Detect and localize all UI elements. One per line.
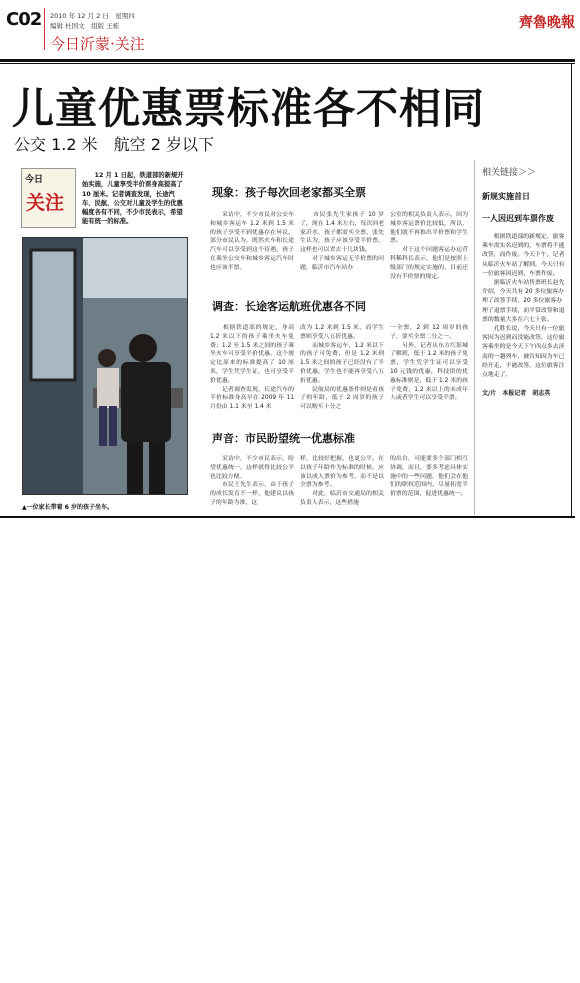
article-column: 样，比较好把握，也更公平。在以孩子年龄作为标准的时候，应该以成人票价为参考，而不是以全票为参考。 对此，临沂市交通局的相关负责人表示，这些措施 xyxy=(300,456,384,506)
article-column: 采访中，不少市民对公交车和城乡客运车 1.2 米到 1.5 米的孩子享受不到优惠存在异议，部分市民认为，既然火车和长途汽车可以享受到这个待遇，孩子在乘坐公交车和城乡客运汽车时也应该半票。 xyxy=(210,212,294,271)
bottom-rule xyxy=(0,516,575,518)
article-column: 根据铁道部的规定，身高 1.2 米以下的孩子乘坐火车免费；1.2 至 1.5 米之间的孩子乘坐火车可享受半价优惠，这个规定比原来的标准提高了 10 厘米，学生凭学生证，也可享受半价优惠。 记者调查发现，长途汽车的半价标准身高早在 2009 年 11 月份由 1.1 米至 1.4 米 xyxy=(210,325,294,411)
header-rule xyxy=(0,59,575,62)
bus-boarding-photo xyxy=(22,237,188,495)
editors-line: 编辑 杜国文 组版 王栋 xyxy=(50,22,120,30)
article-column: 市民张先生家孩子 10 岁了，现在 1.4 米左右，每次回老家沂水，孩子都需买全票，张先生认为，孩子应该享受半价票，这样也可以省去十几块钱。 对于城乡客运无半价票的问题，临沂市汽车站办 xyxy=(300,212,384,271)
badge-bottom-text: 关注 xyxy=(26,192,65,214)
article-column: 一全票，2 到 12 周岁的孩子，要买全票二分之一。 另外，记者从东方红影城了解到，低于 1.2 米的孩子免票，学生凭学生证可以享受 10 元钱的优惠，科技馆的优惠标准则是，低于 1.2 米的孩子免费，1.2 米以上的未成年人或者学生可以享受半票。 xyxy=(390,325,468,402)
sidebar-body: 根据铁道部的新规定，旅客乘车需实名迟到的，车票将不能改签，而作废。今天下午，记者从临沂火车站了解到，今天只有一位旅客因迟到，车票作废。 据临沂火车站售票班长赵先介绍，今天共有 20 多位旅客办理了改签手续，20 多位旅客办理了退票手续，而平常改签和退票的数量大多在六七十张。 孔胜长说，今天只有一位旅客因为迟到而没能改签，这位旅客乘坐的是今天下午四点多去济南的一趟列车，被告知因为车已经开走，不能改签，这位旅客注点地走了。 xyxy=(482,234,565,379)
section-heading-phenomenon: 现象：孩子每次回老家都买全票 xyxy=(212,186,366,199)
newspaper-logo: 齊魯晚報 xyxy=(519,15,575,31)
article-column: 改为 1.2 米到 1.5 米，而学生票则享受八五折优惠。 而城乡客运车，1.2 米以下的孩子可免费，但是 1.2 米到 1.5 米之间的孩子已经没有了半价优惠，学生也不能再享受八五折优惠。 民航局的优惠条件则是看孩子的年龄，低于 2 周岁的孩子可以购买十分之 xyxy=(300,325,384,411)
header-divider xyxy=(44,8,45,50)
badge-top-text: 今日 xyxy=(25,175,44,185)
section-heading-survey: 调查：长途客运航班优惠各不同 xyxy=(212,300,366,313)
sidebar-divider xyxy=(474,160,475,515)
sidebar-subheading: 一人因迟到车票作废 xyxy=(482,214,554,223)
photo-caption: ▲一位家长带着 6 岁的孩子坐车。 xyxy=(22,504,113,511)
sidebar-byline: 文/片 本报记者 胡志英 xyxy=(482,390,551,397)
subheadline: 公交 1.2 米 航空 2 岁以下 xyxy=(14,135,214,154)
page-right-border xyxy=(571,64,572,516)
date-line: 2010 年 12 月 2 日 星期四 xyxy=(50,12,135,20)
section-heading-voices: 声音：市民盼望统一优惠标准 xyxy=(212,432,355,445)
page-code: C02 xyxy=(6,9,42,30)
related-links-label: 相关链接＞＞ xyxy=(482,168,537,178)
lede-paragraph: 12 月 1 日起，铁道部的新规开始实施，儿童享受半价票身高提高了 10 厘米。记者调查发现，长途汽车、民航、公交对儿童及学生的优惠幅度各有不同，不少市民表示，希望能有统一的标准。 xyxy=(82,172,184,226)
section-title: 今日沂蒙·关注 xyxy=(50,35,145,53)
headline: 儿童优惠票标准各不相同 xyxy=(12,84,486,133)
sidebar-heading: 新规实施首日 xyxy=(482,192,530,201)
article-column: 采访中，不少市民表示，盼望优惠统一，这样就得比较公平也比较方便。 市民王先生表示，由于孩子的成长发育不一样，他建议以孩子的年龄为准，这 xyxy=(210,456,294,506)
article-column: 公室的相关负责人表示，因为城乡客运票价比较低，所以，他们就不再推出半价票和学生票。 对于这个问题客运办运营科稀科长表示，他们是按照上级部门的规定实施的，目前还没有半价票的规定。 xyxy=(390,212,468,280)
photo-illustration xyxy=(23,238,187,494)
article-column: 的出台，可能要多个部门相互协调，而且，要多考虑具体实施中的一些问题，他们会在他们的职权范围内，尽量拓宽半价票的范围，促进优惠统一。 xyxy=(390,456,468,498)
header-rule-thin xyxy=(0,63,575,64)
